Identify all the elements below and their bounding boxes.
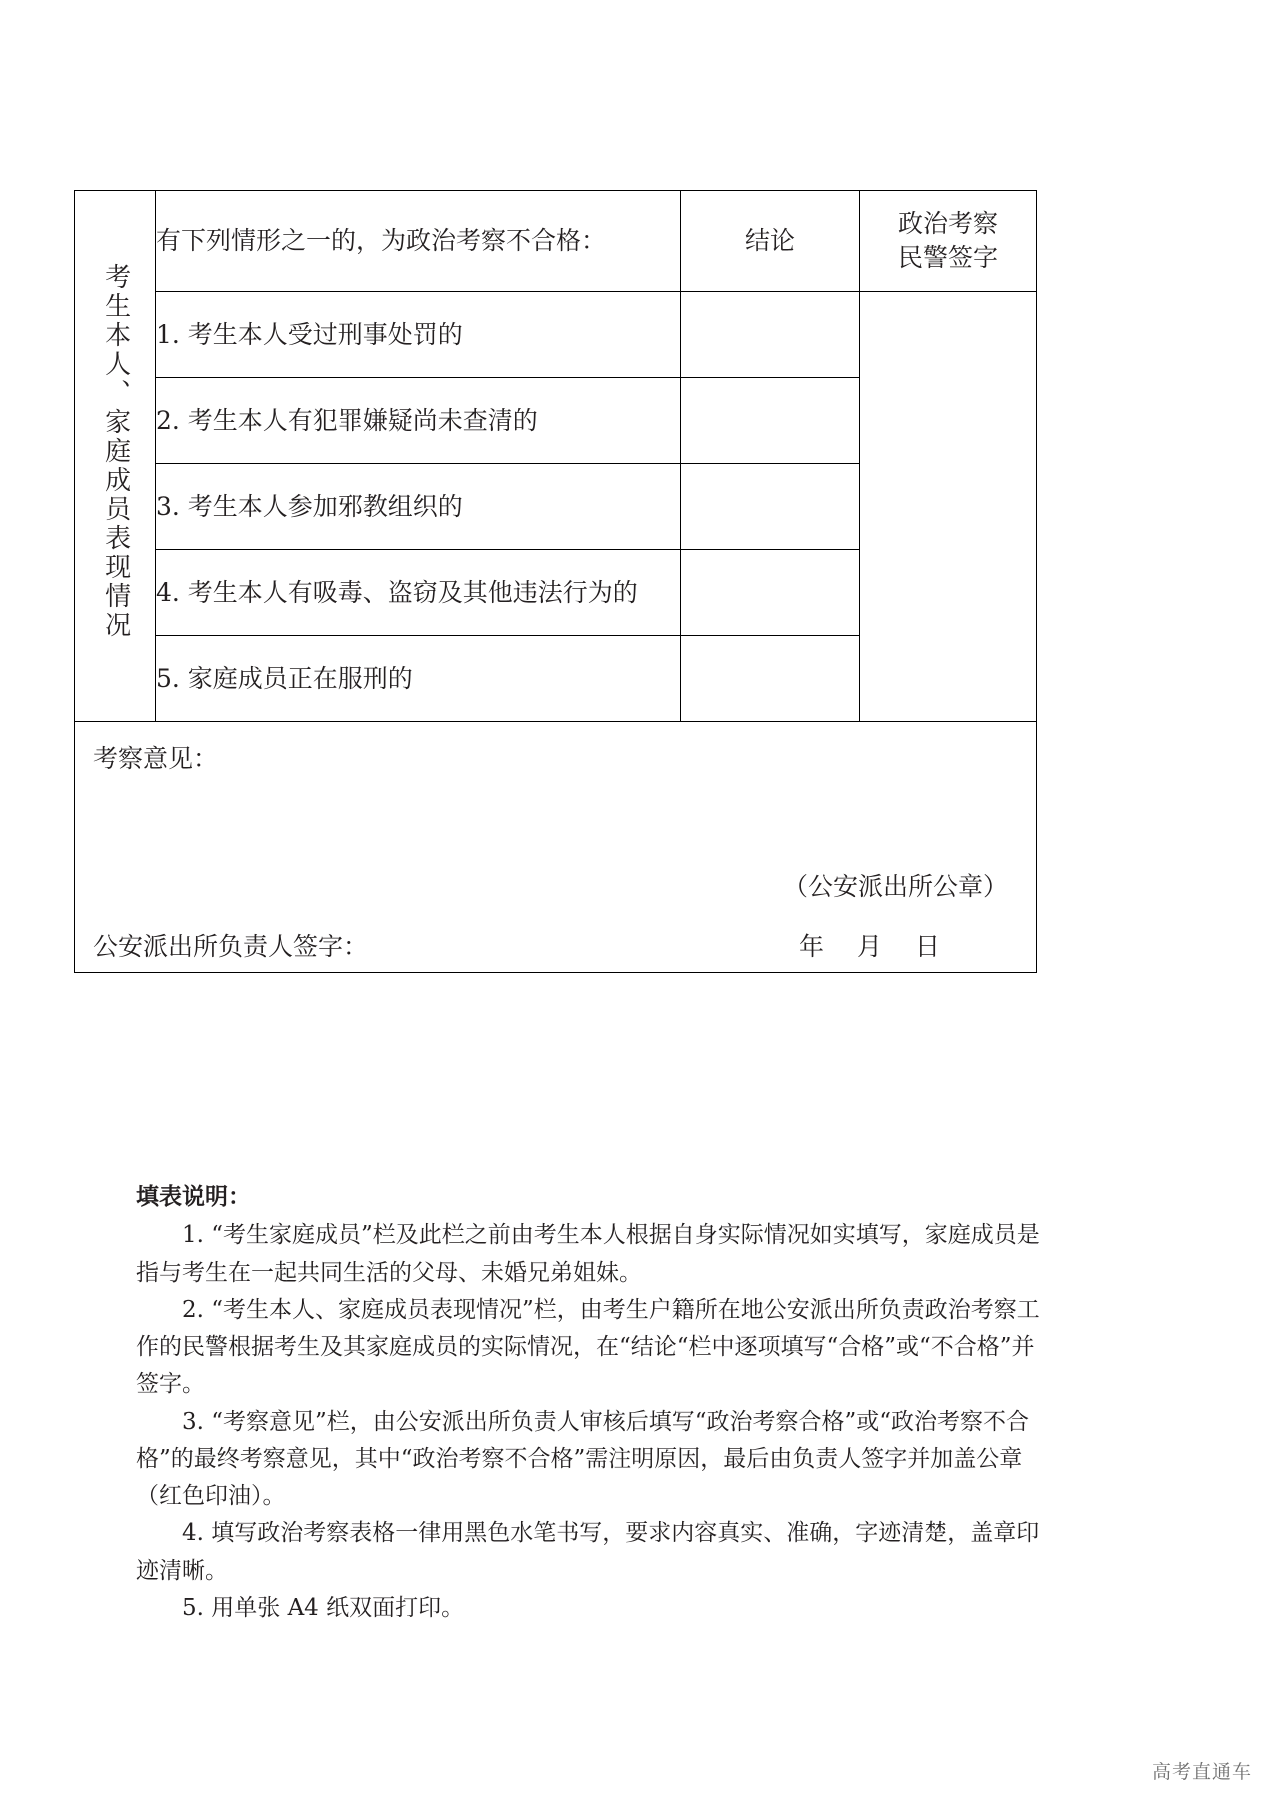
- opinion-row: [75, 722, 1037, 973]
- form-instruction-item: 2. “考生本人、家庭成员表现情况”栏，由考生户籍所在地公安派出所负责政治考察工作的民警根据考生及其家庭成员的实际情况，在“结论“栏中逐项填写“合格”或“不合格”并签字。: [136, 1296, 1040, 1398]
- form-instruction-item: 5. 用单张 A4 纸双面打印。: [182, 1594, 465, 1621]
- inspection-opinion-cell[interactable]: [75, 722, 1037, 973]
- date-month-label: 月: [856, 932, 882, 961]
- signature-header-line2: 民警签字: [897, 243, 998, 272]
- officer-signature-input[interactable]: [860, 292, 1037, 722]
- criterion-item-2: 2. 考生本人有犯罪嫌疑尚未查清的: [156, 378, 681, 464]
- official-seal-note: （公安派出所公章）: [782, 872, 1008, 901]
- criterion-item-4: 4. 考生本人有吸毒、盗窃及其他违法行为的: [156, 550, 681, 636]
- date-day-label: 日: [914, 932, 940, 961]
- conclusion-input-2[interactable]: [681, 378, 860, 464]
- table-header-row: [75, 191, 1037, 292]
- conclusion-input-3[interactable]: [681, 464, 860, 550]
- criteria-title-cell: 有下列情形之一的，为政治考察不合格：: [156, 191, 681, 292]
- criterion-item-1: 1. 考生本人受过刑事处罚的: [156, 292, 681, 378]
- form-instruction-item: 4. 填写政治考察表格一律用黑色水笔书写，要求内容真实、准确，字迹清楚，盖章印迹清晰。: [136, 1520, 1040, 1584]
- watermark-label: 高考直通车: [1151, 1761, 1252, 1783]
- section-vertical-label: 考生本人、家庭成员表现情况: [100, 263, 131, 641]
- date-line: [799, 930, 940, 964]
- conclusion-header-cell: 结论: [681, 191, 860, 292]
- signature-header-cell: [860, 191, 1037, 292]
- criterion-item-5: 5. 家庭成员正在服刑的: [156, 636, 681, 722]
- signature-header-line1: 政治考察: [897, 209, 998, 239]
- conclusion-input-1[interactable]: [681, 292, 860, 378]
- date-year-label: 年: [798, 932, 824, 961]
- form-instruction-item: 1. “考生家庭成员”栏及此栏之前由考生本人根据自身实际情况如实填写，家庭成员是指与考生在一起共同生活的父母、未婚兄弟姐妹。: [136, 1222, 1040, 1286]
- criterion-item-3: 3. 考生本人参加邪教组织的: [156, 464, 681, 550]
- table-row: [75, 292, 1037, 378]
- form-instructions: [136, 1178, 1056, 1627]
- form-instruction-item: 3. “考察意见”栏，由公安派出所负责人审核后填写“政治考察合格”或“政治考察不合格”的最终考察意见，其中“政治考察不合格”需注明原因，最后由负责人签字并加盖公章（红色印油）。: [136, 1408, 1030, 1509]
- section-vertical-label-cell: [75, 191, 156, 722]
- political-review-table: [74, 190, 1037, 973]
- inspection-opinion-label: 考察意见：: [93, 744, 219, 773]
- inspection-opinion-inner: [75, 722, 1036, 972]
- conclusion-input-4[interactable]: [681, 550, 860, 636]
- form-instructions-title: 填表说明：: [136, 1183, 251, 1210]
- conclusion-input-5[interactable]: [681, 636, 860, 722]
- responsible-person-signature-label: 公安派出所负责人签字：: [93, 932, 369, 961]
